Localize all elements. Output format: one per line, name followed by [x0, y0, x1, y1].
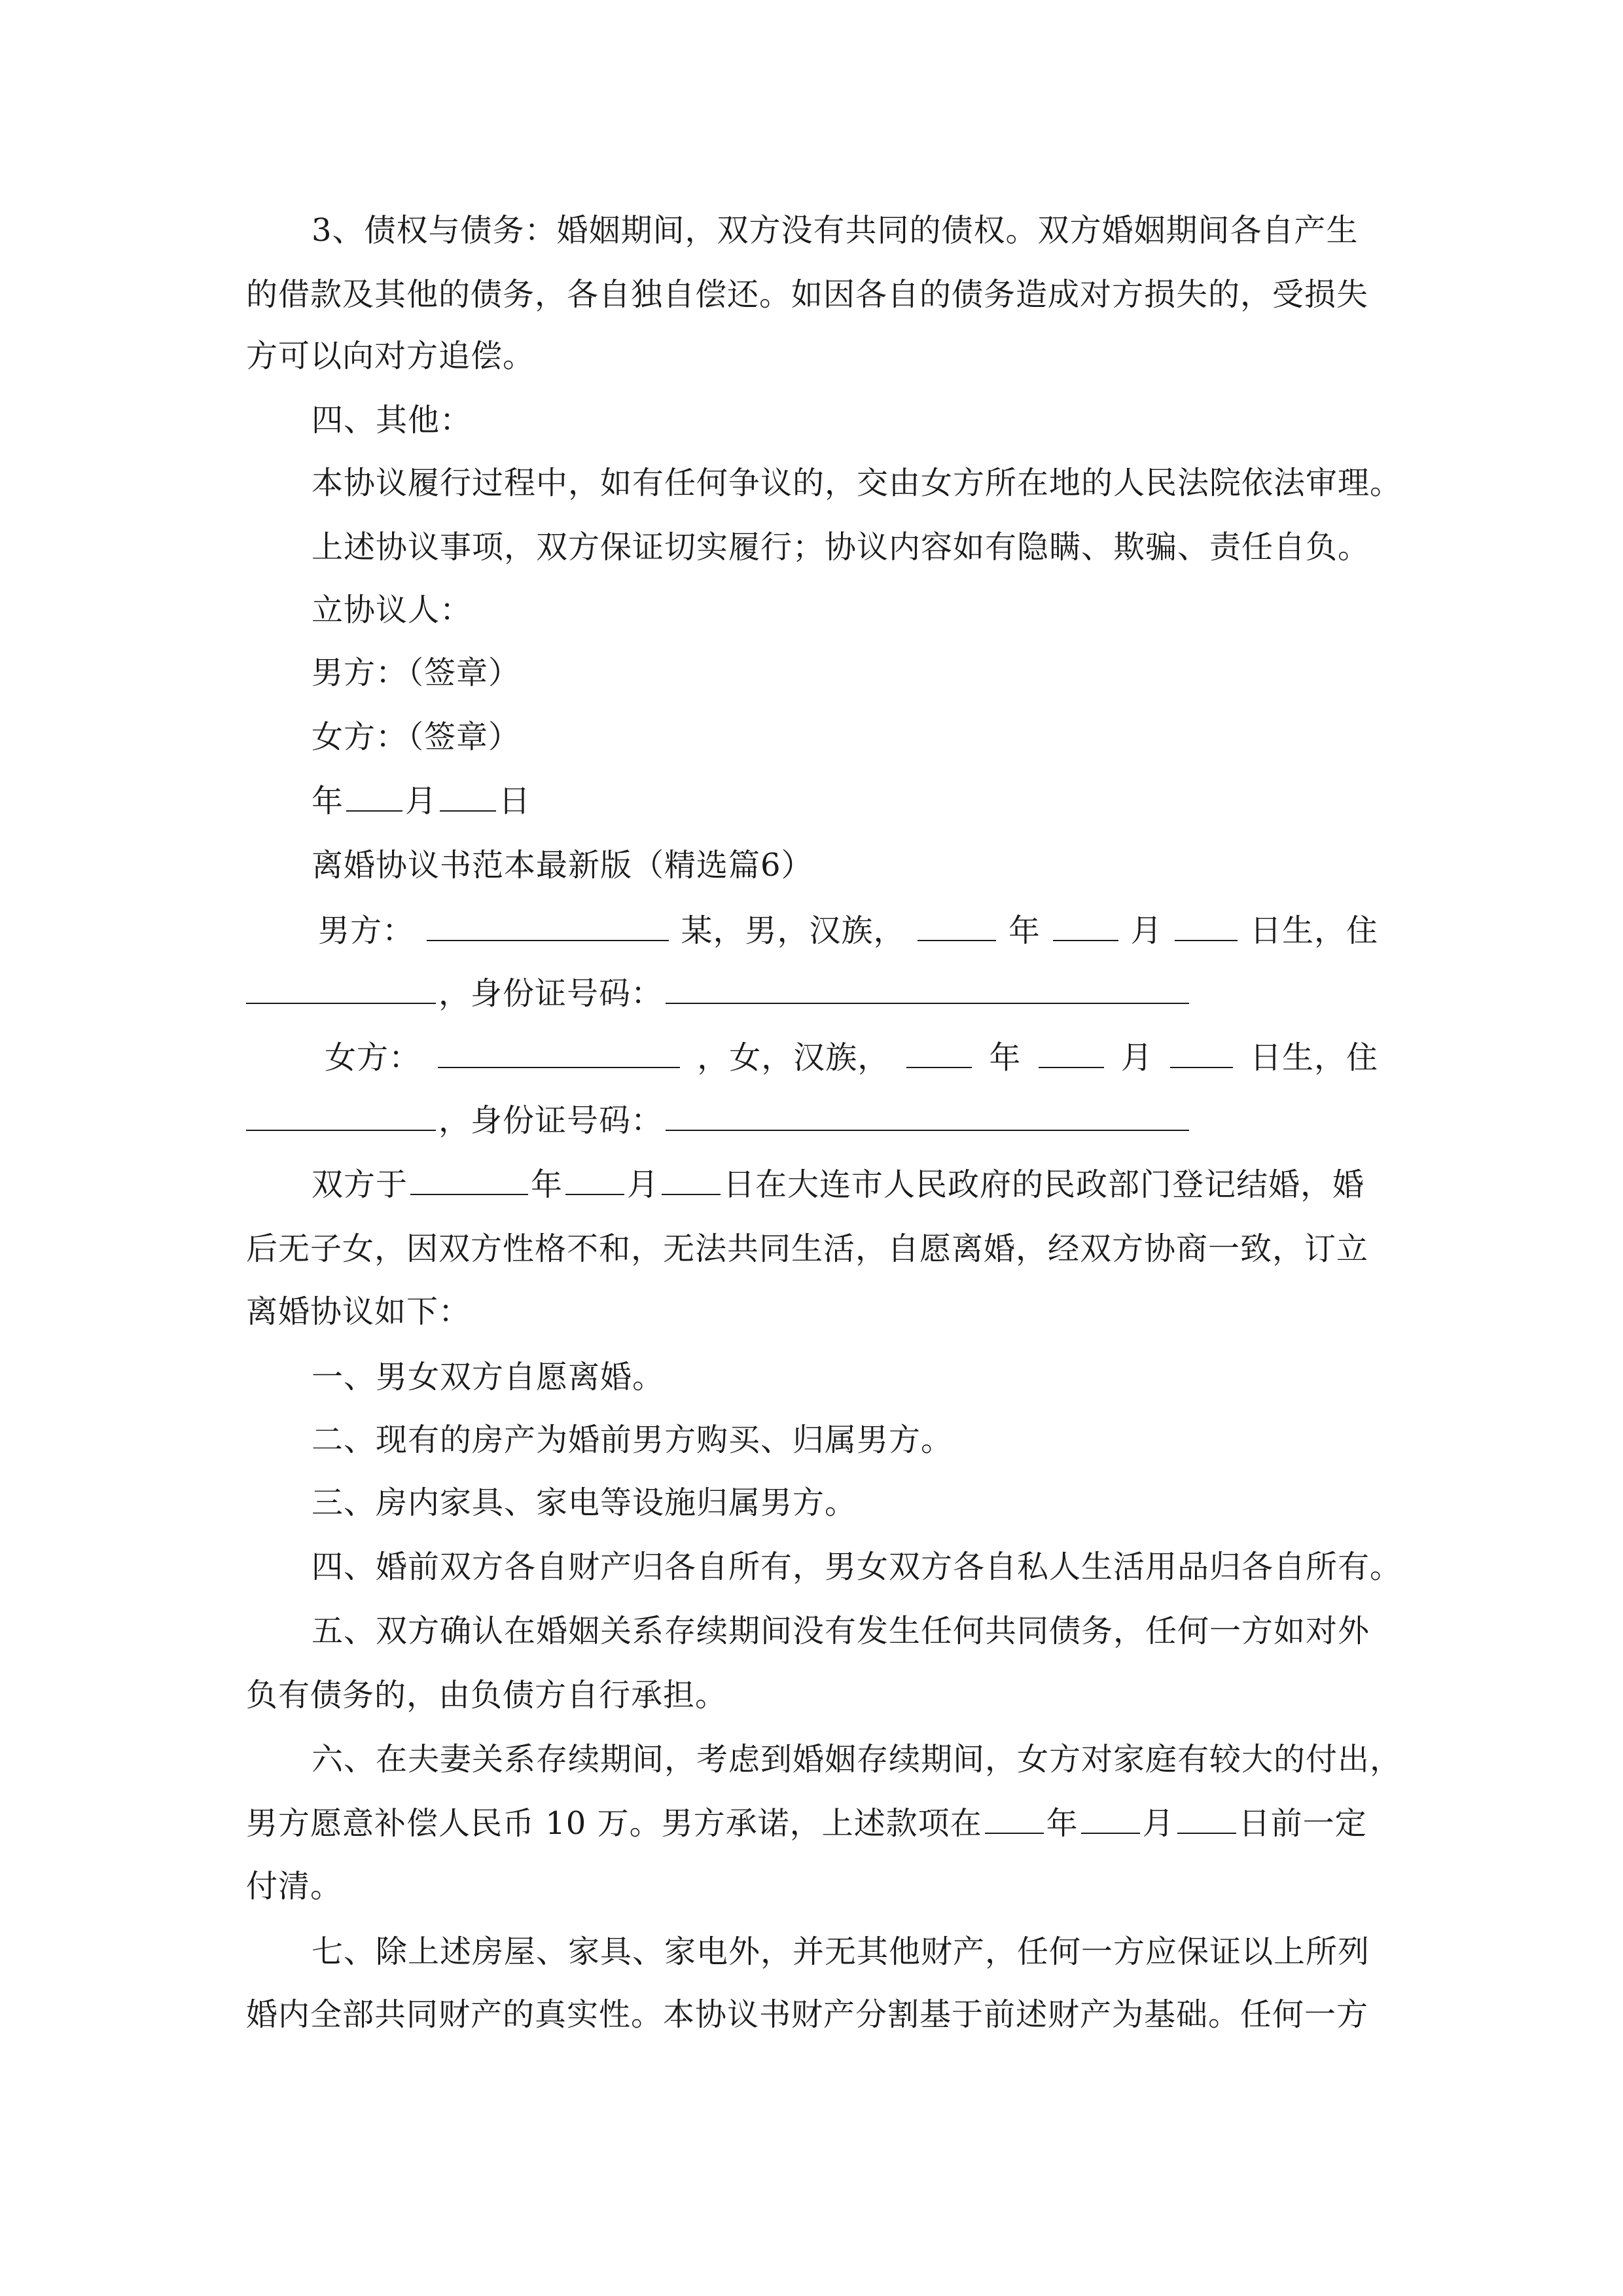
- female-id-label: ，身份证号码：: [438, 1102, 664, 1139]
- item-2: 二、现有的房产为婚前男方购买、归属男方。: [312, 1422, 954, 1458]
- payment-day-blank: [1177, 1803, 1236, 1834]
- item-1: 一、男女双方自愿离婚。: [312, 1359, 665, 1395]
- marriage-line-2: 后无子女，因双方性格不和，无法共同生活，自愿离婚，经双方协商一致，订立: [246, 1230, 1369, 1267]
- item-6-line-1: 六、在夫妻关系存续期间，考虑到婚姻存续期间，女方对家庭有较大的付出，: [312, 1741, 1402, 1778]
- female-month-label: 月: [1120, 1039, 1153, 1076]
- date-year-label: 年: [312, 783, 344, 819]
- date-day-blank: [440, 780, 496, 812]
- item-7-line-2: 婚内全部共同财产的真实性。本协议书财产分割基于前述财产为基础。任何一方: [246, 1996, 1369, 2033]
- marriage-line-3: 离婚协议如下：: [246, 1293, 471, 1330]
- item-3: 三、房内家具、家电等设施归属男方。: [312, 1484, 857, 1521]
- female-description: ，女，汉族，: [697, 1039, 890, 1076]
- female-birth-year-blank: [906, 1037, 972, 1068]
- male-id-blank: [666, 973, 1189, 1004]
- male-address-line: [246, 973, 1378, 1014]
- signers-label: 立协议人：: [312, 592, 473, 628]
- male-birth-year-blank: [918, 910, 996, 941]
- marriage-day-blank: [662, 1164, 721, 1195]
- male-name-blank: [427, 910, 669, 941]
- item-6-line-2: [246, 1803, 1378, 1844]
- male-birth-day-blank: [1175, 910, 1238, 941]
- item-5-line-2: 负有债务的，由负债方自行承担。: [246, 1677, 728, 1713]
- female-birth-day-blank: [1170, 1037, 1233, 1068]
- payment-deadline-text: 日前一定: [1238, 1805, 1367, 1842]
- compensation-text: 男方愿意补偿人民币 10 万。男方承诺，上述款项在: [246, 1805, 982, 1842]
- female-signature: 女方：（签章）: [312, 719, 521, 755]
- marriage-month-label: 月: [627, 1166, 660, 1203]
- date-month-label: 月: [405, 783, 438, 819]
- male-address-blank: [246, 973, 436, 1004]
- section-title-6: 离婚协议书范本最新版（精选篇6）: [312, 847, 813, 884]
- female-name-blank: [438, 1037, 680, 1068]
- marriage-line-1: [312, 1164, 1378, 1206]
- item-5-line-1: 五、双方确认在婚姻关系存续期间没有发生任何共同债务，任何一方如对外: [312, 1613, 1370, 1649]
- date-month-blank: [346, 780, 402, 812]
- date-day-label: 日: [499, 783, 531, 819]
- item-4: 四、婚前双方各自财产归各自所有，男女双方各自私人生活用品归各自所有。: [312, 1549, 1402, 1585]
- debt-clause-line-1: 3、债权与债务：婚姻期间，双方没有共同的债权。双方婚姻期间各自产生: [312, 212, 1359, 249]
- dispute-clause: 本协议履行过程中，如有任何争议的，交由女方所在地的人民法院依法审理。: [312, 465, 1402, 501]
- payment-month-label: 月: [1142, 1805, 1175, 1842]
- female-birth-month-blank: [1039, 1037, 1104, 1068]
- female-id-blank: [666, 1100, 1189, 1131]
- payment-month-blank: [1081, 1803, 1140, 1834]
- male-year-label: 年: [1008, 912, 1041, 949]
- marriage-month-blank: [565, 1164, 624, 1195]
- payment-year-label: 年: [1046, 1805, 1079, 1842]
- male-month-label: 月: [1130, 912, 1163, 949]
- male-description: 某，男，汉族，: [681, 912, 906, 949]
- marriage-year-blank: [410, 1164, 528, 1195]
- male-info-line: [318, 910, 1378, 952]
- male-birth-month-blank: [1053, 910, 1118, 941]
- female-born-label: 日生，住: [1249, 1039, 1378, 1076]
- male-label: 男方：: [318, 912, 415, 949]
- debt-clause-line-3: 方可以向对方追偿。: [246, 338, 535, 374]
- marriage-year-label: 年: [531, 1166, 563, 1203]
- section-other-heading: 四、其他：: [312, 402, 473, 439]
- guarantee-clause: 上述协议事项，双方保证切实履行；协议内容如有隐瞒、欺骗、责任自负。: [312, 529, 1370, 565]
- marriage-intro: 双方于: [312, 1166, 408, 1203]
- female-label: 女方：: [325, 1039, 421, 1076]
- payment-year-blank: [985, 1803, 1044, 1834]
- item-6-line-3: 付清。: [246, 1868, 343, 1905]
- male-id-label: ，身份证号码：: [438, 975, 664, 1012]
- male-born-label: 日生，住: [1249, 912, 1378, 949]
- item-7-line-1: 七、除上述房屋、家具、家电外，并无其他财产，任何一方应保证以上所列: [312, 1933, 1370, 1970]
- debt-clause-line-2: 的借款及其他的债务，各自独自偿还。如因各自的债务造成对方损失的，受损失: [246, 276, 1369, 313]
- female-info-line: [325, 1037, 1378, 1079]
- female-address-blank: [246, 1100, 436, 1131]
- date-line: [312, 780, 1444, 822]
- female-year-label: 年: [989, 1039, 1022, 1076]
- marriage-registration: 日在大连市人民政府的民政部门登记结婚，婚: [723, 1166, 1365, 1203]
- male-signature: 男方：（签章）: [312, 655, 521, 691]
- female-address-line: [246, 1100, 1378, 1141]
